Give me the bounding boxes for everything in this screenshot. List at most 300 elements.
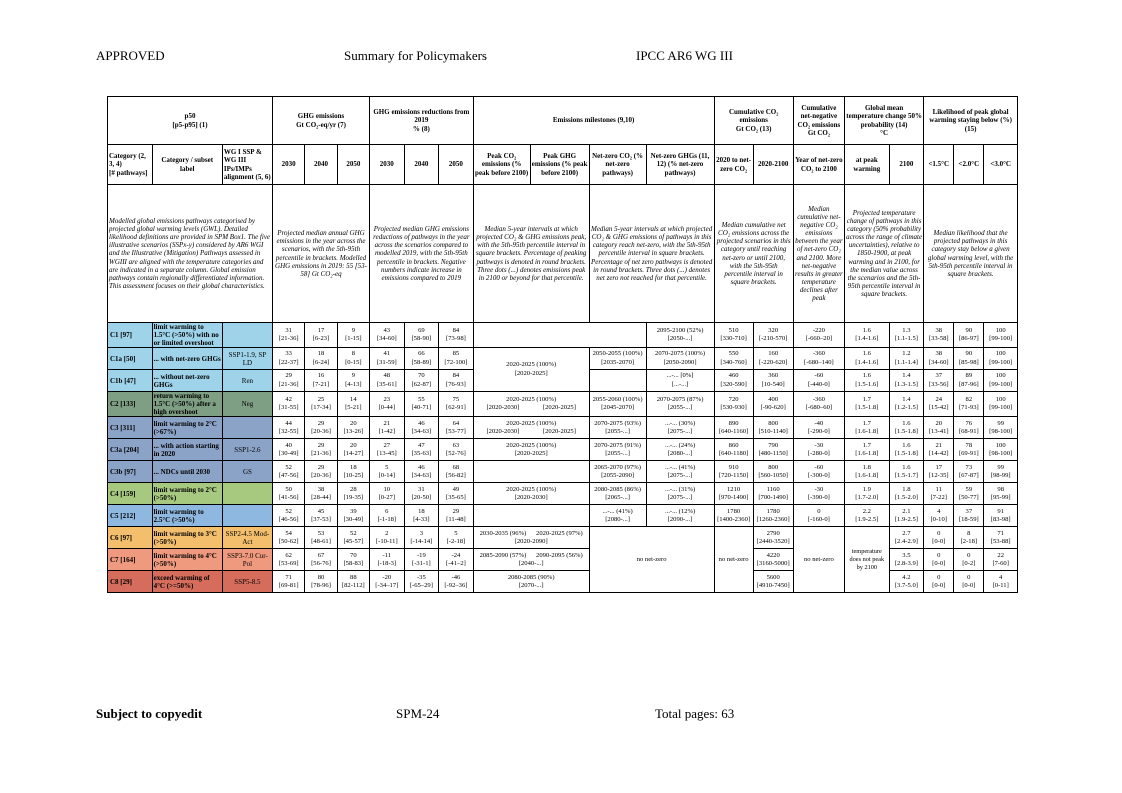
net-negative-range: [-280-0] xyxy=(807,449,830,457)
ghg-emissions-value: 52 xyxy=(350,529,357,537)
ghg-emissions-cell xyxy=(337,505,369,527)
nz-co2: 2070-2075 (93%) xyxy=(594,419,641,427)
category-row xyxy=(108,461,1018,483)
category-label: return warming to 1.5°C (>50%) after a high overshoot xyxy=(152,392,222,417)
ghg-emissions-cell xyxy=(337,323,369,348)
likelihood-value: 100 xyxy=(995,395,1006,403)
ghg-emissions-range: [48-61] xyxy=(311,537,331,545)
likelihood-value: 98 xyxy=(997,485,1004,493)
likelihood-range: [85-98] xyxy=(958,358,979,366)
net-negative-description: Median cumulative net-negative CO₂ emissions between the year of net-zero CO₂ and 2100. More net-negative results in greater temperature declines after peak xyxy=(793,185,844,323)
nz-co2-range: [2055-2090] xyxy=(601,471,635,479)
nz-ghg-range: [2055-...] xyxy=(667,404,693,412)
likelihood-value: 100 xyxy=(995,372,1006,380)
cumulative-2100-value: 160 xyxy=(768,350,779,358)
net-negative-cell xyxy=(793,439,844,461)
likelihood-cell xyxy=(954,549,984,571)
ghg-reduction-value: -20 xyxy=(382,573,392,581)
ghg-reduction-value: 23 xyxy=(383,395,391,403)
cumulative-2100-cell xyxy=(753,527,793,549)
temp-peak-range: [1.5-1.6] xyxy=(855,380,879,388)
ghg-emissions-range: [69-81] xyxy=(278,581,299,589)
ssp-alignment xyxy=(222,483,272,505)
header-section-title: Summary for Policymakers xyxy=(344,48,487,63)
ghg-reduction-cell xyxy=(404,417,439,439)
no-net-zero-label: no net-zero xyxy=(718,555,749,563)
temp-peak-cell xyxy=(845,348,890,370)
likelihood-header: Likelihood of peak global warming staying below (%) (15) xyxy=(924,97,1018,145)
ghg-reductions-title: GHG emissions reductions from 2019 xyxy=(373,108,470,125)
ghg-emissions-range: [37-53] xyxy=(311,515,331,523)
ghg-emissions-value: 20 xyxy=(350,419,357,427)
net-negative-value: -40 xyxy=(814,419,824,427)
cumulative-netzero-value: 1210 xyxy=(726,485,741,493)
ghg-reduction-value: 55 xyxy=(418,395,425,403)
likelihood-range: [99-100] xyxy=(989,335,1013,343)
cumulative-2100-value: 5600 xyxy=(766,573,780,581)
cumulative-co2-title: Cumulative CO₂ emissions xyxy=(728,108,779,125)
nz-ghg: ...-... (41%) xyxy=(664,463,696,471)
category-id: C1b [47] xyxy=(108,370,153,392)
net-negative-range: [-660–20] xyxy=(805,335,833,343)
peak: 2020-2025 (100%) xyxy=(506,395,557,403)
cumulative-netzero-cell xyxy=(714,370,753,392)
ssp-alignment: Neg xyxy=(222,392,272,417)
nz-co2-range: [2035-2070] xyxy=(601,358,635,366)
temp-peak-value: 2.2 xyxy=(862,507,871,515)
ghg-emissions-cell xyxy=(337,370,369,392)
ghg-reduction-value: 29 xyxy=(452,507,460,515)
percentile-legend xyxy=(108,97,273,145)
ghg-reduction-cell xyxy=(404,348,439,370)
likelihood-value: 91 xyxy=(997,507,1004,515)
category-row xyxy=(108,348,1018,370)
ghg-reduction-cell xyxy=(404,370,439,392)
ghg-reduction-cell xyxy=(439,348,474,370)
temp-2100-value: 2.1 xyxy=(902,507,911,515)
nz-ghg-cell xyxy=(646,392,714,417)
ghg-emissions-value: 42 xyxy=(285,395,292,403)
nz-ghg-range: [2075-...] xyxy=(667,427,693,435)
ghg-emissions-value: 18 xyxy=(317,350,325,358)
cumulative-2100-value: 800 xyxy=(768,463,779,471)
category-id: C2 [133] xyxy=(108,392,153,417)
category-label: ... NDCs until 2030 xyxy=(152,461,222,483)
likelihood-cell xyxy=(924,348,954,370)
likelihood-cell xyxy=(984,348,1018,370)
ghg-reduction-cell xyxy=(439,323,474,348)
net-negative-cell xyxy=(793,392,844,417)
category-description: Modelled global emissions pathways categorised by projected global warming levels (GWL). Detailed likelihood definitions are provided in SPM Box1. The five illustrative scenarios (SSPx-y) considered by AR6 WGI and the Illustrative (Mitigation) Pathways assessed in WGIII are aligned with the temperature categories and are indicated in a separate column. Global emission pathways contain regionally differentiated information. This assessment focuses on their global characteristics. xyxy=(108,185,273,323)
likelihood-value: 22 xyxy=(997,551,1004,559)
ghg-emissions-value: 29 xyxy=(285,372,292,380)
ghg-emissions-value: 31 xyxy=(285,326,292,334)
reduction-2030-header: 2030 xyxy=(370,145,405,185)
temp-2100-value: 1.8 xyxy=(902,485,911,493)
ghg-emissions-value: 45 xyxy=(317,507,325,515)
likelihood-cell xyxy=(954,370,984,392)
ghg-reduction-cell xyxy=(370,483,405,505)
ghg-emissions-cell xyxy=(337,439,369,461)
cumulative-2100-value: 1160 xyxy=(766,485,780,493)
likelihood-range: [50-77] xyxy=(958,493,979,501)
ghg-reduction-range: [11-48] xyxy=(446,515,466,523)
temp-peak-cell xyxy=(845,505,890,527)
ghg-reduction-cell xyxy=(439,392,474,417)
ghg-reduction-value: 41 xyxy=(383,350,391,358)
likelihood-range: [33-58] xyxy=(928,335,949,343)
cumulative-2100-value: 790 xyxy=(768,441,779,449)
peak-cell xyxy=(473,348,589,392)
nz-co2: 2070-2075 (91%) xyxy=(594,441,641,449)
nz-ghg-cell xyxy=(646,483,714,505)
likelihood-value: 0 xyxy=(937,529,941,537)
temp-2100-cell xyxy=(889,571,924,593)
temp-2100-value: 2.7 xyxy=(902,529,911,537)
ghg-reduction-cell xyxy=(439,461,474,483)
likelihood-cell xyxy=(954,571,984,593)
temp-2100-cell xyxy=(889,323,924,348)
ghg-emissions-value: 16 xyxy=(317,372,325,380)
ghg-reduction-cell xyxy=(370,439,405,461)
nz-co2-cell xyxy=(589,348,646,370)
category-label: ... without net-zero GHGs xyxy=(152,370,222,392)
nz-co2-range: [2080-...] xyxy=(605,515,630,523)
cumulative-2100-range: [-90-620] xyxy=(760,404,786,412)
ghg-reduction-value: 27 xyxy=(383,441,391,449)
likelihood-range: [87-96] xyxy=(958,380,979,388)
ghg-reduction-value: 5 xyxy=(454,529,458,537)
ghg-reduction-range: [34-63] xyxy=(411,471,432,479)
nz-co2-range: [2055-...] xyxy=(605,449,630,457)
temp-peak-cell xyxy=(845,392,890,417)
temp-peak-value: 1.7 xyxy=(862,395,871,403)
ghg-emissions-range: [28-44] xyxy=(311,493,331,501)
net-negative-range: [-390-0] xyxy=(807,493,830,501)
netzero-to-2100-header: Year of net-zero CO₂ to 2100 xyxy=(793,145,844,185)
ghg-reduction-value: 68 xyxy=(452,463,460,471)
temp-2100-cell xyxy=(889,461,924,483)
cumulative-netzero-value: 550 xyxy=(728,350,739,358)
peak-cell xyxy=(473,392,589,417)
ghg-emissions-value: 53 xyxy=(317,529,325,537)
cumulative-2100-cell xyxy=(753,323,793,348)
ghg-reduction-cell xyxy=(439,417,474,439)
ghg-emissions-value: 18 xyxy=(350,463,357,471)
ghg-reduction-cell xyxy=(404,392,439,417)
ghg-emissions-value: 38 xyxy=(317,485,325,493)
cumulative-netzero-cell xyxy=(714,505,753,527)
cumulative-netzero-cell xyxy=(714,461,753,483)
ghg-emissions-value: 88 xyxy=(350,573,357,581)
nz-ghg-range: [2080-...] xyxy=(667,449,693,457)
likelihood-value: 89 xyxy=(965,372,973,380)
likelihood-range: [69-91] xyxy=(958,449,979,457)
ghg-emissions-range: [32-55] xyxy=(278,427,299,435)
likelihood-range: [68-91] xyxy=(958,427,979,435)
ghg-reduction-range: [-10-11] xyxy=(375,537,398,545)
ssp-alignment: SSP5-8.5 xyxy=(222,571,272,593)
category-id: C3a [204] xyxy=(108,439,153,461)
ghg-2040-header: 2040 xyxy=(305,145,337,185)
temp-2100-value: 1.6 xyxy=(902,441,911,449)
cumulative-2100-cell xyxy=(753,571,793,593)
likelihood-range: [34-60] xyxy=(928,358,949,366)
ghg-reduction-cell xyxy=(404,461,439,483)
ghg-emissions-cell xyxy=(337,571,369,593)
ghg-emissions-value: 29 xyxy=(317,419,325,427)
cumulative-2100-range: [-210-570] xyxy=(758,335,788,343)
ghg-reduction-cell xyxy=(370,571,405,593)
peak-cell xyxy=(473,549,589,571)
nz-co2-cell xyxy=(589,461,646,483)
ghg-emissions-range: [45-57] xyxy=(343,537,364,545)
ghg-reductions-header xyxy=(370,97,474,145)
category-id: C1a [50] xyxy=(108,348,153,370)
ghg-reduction-value: 46 xyxy=(418,463,425,471)
no-net-zero-cell xyxy=(793,527,844,593)
ghg-reduction-value: 49 xyxy=(452,485,460,493)
reduction-2050-header: 2050 xyxy=(439,145,474,185)
ghg-emissions-range: [20-36] xyxy=(311,471,331,479)
likelihood-range: [12-35] xyxy=(928,471,949,479)
temp-peak-value: 1.6 xyxy=(862,326,871,334)
cumulative-co2-header xyxy=(714,97,793,145)
cumulative-netzero-cell xyxy=(714,439,753,461)
temp-not-peak-label: temperature does not peak by 2100 xyxy=(849,548,885,571)
nz-ghg-cell xyxy=(646,417,714,439)
ghg-reduction-range: [56-82] xyxy=(446,471,466,479)
peak-range-co2: [2020-2030] xyxy=(486,427,520,435)
cumulative-netzero-range: [640-1160] xyxy=(718,427,749,435)
ghg-emissions-cell xyxy=(337,348,369,370)
temp-2100-cell xyxy=(889,527,924,549)
pathways-header-label: [# pathways] xyxy=(109,168,148,177)
ghg-emissions-value: 29 xyxy=(317,463,325,471)
nz-ghg: 2070-2075 (87%) xyxy=(656,395,704,403)
net-negative-value: -30 xyxy=(814,441,824,449)
cumulative-netzero-range: [640-1180] xyxy=(718,449,749,457)
temp-2100-value: 1.2 xyxy=(902,350,911,358)
temp-2100-range: [3.7-5.0] xyxy=(894,581,918,589)
peak-range-ghg: [2020-2025] xyxy=(542,427,576,435)
likelihood-range: [98-99] xyxy=(990,471,1011,479)
nz-ghg-cell xyxy=(646,505,714,527)
ghg-emissions-value: 40 xyxy=(285,441,292,449)
nz-co2-cell xyxy=(589,417,646,439)
cumulative-co2-units: Gt CO₂ (13) xyxy=(735,124,772,133)
peak-range: [2040-...] xyxy=(518,559,544,567)
ghg-emissions-value: 14 xyxy=(350,395,357,403)
ghg-emissions-value: 44 xyxy=(285,419,292,427)
cumulative-netzero-range: [720-1150] xyxy=(718,471,749,479)
temp-peak-range: [1.6-1.8] xyxy=(855,449,879,457)
category-label: exceed warming of 4°C (>=50%) xyxy=(152,571,222,593)
alignment-header: WG I SSP & WG III IPs/IMPs alignment (5, 6) xyxy=(222,145,272,185)
ssp-alignment: SSP2-4.5 Mod-Act xyxy=(222,527,272,549)
reduction-2040-header: 2040 xyxy=(404,145,439,185)
net-negative-value: -30 xyxy=(814,485,824,493)
net-negative-range: [-680–140] xyxy=(804,358,834,366)
temp-not-peak-cell xyxy=(845,527,890,593)
likelihood-range: [7-22] xyxy=(930,493,947,501)
cumulative-netzero-range: [970-1490] xyxy=(718,493,749,501)
temp-2100-range: [1.1-1.5] xyxy=(894,335,918,343)
net-negative-range: [-160-0] xyxy=(807,515,830,523)
ghg-emissions-range: [7-21] xyxy=(312,380,330,388)
cumulative-2100-value: 1780 xyxy=(766,507,780,515)
ghg-reduction-range: [20-50] xyxy=(411,493,432,501)
likelihood-range: [15-42] xyxy=(928,404,949,412)
likelihood-cell xyxy=(984,439,1018,461)
likelihood-value: 99 xyxy=(997,463,1004,471)
category-label: limit warming to 3°C (>50%) xyxy=(152,527,222,549)
peak-ghg-header: Peak GHG emissions (% peak before 2100) xyxy=(530,145,589,185)
ghg-emissions-cell xyxy=(337,392,369,417)
likelihood-cell xyxy=(924,571,954,593)
cumulative-2100-range: [480-1150] xyxy=(758,449,788,457)
ghg-emissions-cell xyxy=(337,483,369,505)
ghg-emissions-cell xyxy=(305,549,337,571)
ghg-reduction-range: [62-87] xyxy=(411,380,432,388)
temp-peak-range: [1.6-1.8] xyxy=(855,471,879,479)
cumulative-netzero-range: [340-760] xyxy=(720,358,747,366)
category-row xyxy=(108,323,1018,348)
header-row-2 xyxy=(108,145,1018,185)
net-negative-range: [-290-0] xyxy=(807,427,830,435)
peak-cell xyxy=(473,571,589,593)
likelihood-range: [13-41] xyxy=(928,427,949,435)
likelihood-range: [0-11] xyxy=(992,581,1009,589)
ghg-reduction-cell xyxy=(370,505,405,527)
net-negative-range: [-300-0] xyxy=(807,471,830,479)
nz-ghg-range: [2090-...] xyxy=(667,515,693,523)
ghg-reduction-range: [53-77] xyxy=(446,427,466,435)
ghg-reduction-cell xyxy=(439,549,474,571)
ghg-reduction-cell xyxy=(439,439,474,461)
likelihood-value: 100 xyxy=(995,350,1006,358)
cumulative-2100-value: 320 xyxy=(768,326,779,334)
nz-ghg: 2070-2075 (100%) xyxy=(655,350,706,358)
likelihood-range: [0-0] xyxy=(932,559,946,567)
ghg-emissions-cell xyxy=(337,527,369,549)
header-row-1 xyxy=(108,97,1018,145)
peak-range-ghg: [2020-2025] xyxy=(542,404,576,412)
ghg-emissions-range: [50-62] xyxy=(278,537,299,545)
ghg-emissions-range: [1-15] xyxy=(345,335,362,343)
cumulative-netzero-range: [330-710] xyxy=(720,335,747,343)
cumulative-netzero-value: 1780 xyxy=(726,507,741,515)
ghg-reduction-range: [-92–36] xyxy=(444,581,468,589)
ghg-reduction-cell xyxy=(370,417,405,439)
likelihood-range: [67-87] xyxy=(958,471,979,479)
milestone-empty xyxy=(473,323,646,348)
ghg-reduction-cell xyxy=(404,505,439,527)
nz-co2-cell xyxy=(589,483,646,505)
category-id: C1 [97] xyxy=(108,323,153,348)
temperature-description: Projected temperature change of pathways in this category (50% probability across the range of climate uncertainties), relative to 1850-1900, at peak warming and in 2100, for the median value across the scenarios and the 5th-95th percentile interval in square brackets. xyxy=(845,185,924,323)
nz-co2-cell xyxy=(589,392,646,417)
ghg-reduction-value: 21 xyxy=(383,419,391,427)
net-negative-value: 0 xyxy=(817,507,821,515)
ghg-emissions-cell xyxy=(273,461,305,483)
likelihood-value: 0 xyxy=(967,551,971,559)
likelihood-value: 11 xyxy=(935,485,942,493)
ghg-reduction-range: [40-71] xyxy=(411,404,432,412)
ghg-emissions-cell xyxy=(337,461,369,483)
nz-co2-range: [2045-2070] xyxy=(601,404,635,412)
cumulative-2100-cell xyxy=(753,417,793,439)
category-row xyxy=(108,417,1018,439)
nz-ghg-cell xyxy=(646,461,714,483)
description-row xyxy=(108,185,1018,323)
ssp-alignment xyxy=(222,417,272,439)
ghg-emissions-cell xyxy=(273,348,305,370)
nz-co2-cell xyxy=(589,439,646,461)
category-row xyxy=(108,505,1018,527)
likelihood-value: 73 xyxy=(965,463,973,471)
nz-ghg-range: [2075-...] xyxy=(667,471,693,479)
likelihood-range: [98-100] xyxy=(989,449,1013,457)
ghg-reduction-range: [72-100] xyxy=(444,358,468,366)
ghg-emissions-cell xyxy=(273,392,305,417)
ghg-reduction-value: 3 xyxy=(419,529,423,537)
net-zero-ghg-header: Net-zero GHGs (11, 12) (% net-zero pathways) xyxy=(646,145,714,185)
ghg-reduction-range: [62-91] xyxy=(446,404,466,412)
likelihood-cell xyxy=(984,527,1018,549)
temp-peak-range: [1.6-1.8] xyxy=(855,427,879,435)
cumulative-netzero-range: [320-590] xyxy=(720,380,747,388)
no-net-zero-cell xyxy=(714,527,753,593)
ghg-description: Projected median annual GHG emissions in the year across the scenarios, with the 5th-95th percentile in brackets. Modelled GHG emissions in 2019: 55 [53-58] Gt CO₂-eq xyxy=(273,185,370,323)
cumulative-net-negative-units: Gt CO₂ xyxy=(807,128,830,137)
likelihood-cell xyxy=(984,392,1018,417)
nz-ghg-range: [...-...] xyxy=(671,380,689,388)
ghg-emissions-cell xyxy=(337,417,369,439)
ghg-emissions-range: [6-24] xyxy=(312,358,330,366)
ghg-emissions-range: [19-35] xyxy=(343,493,364,501)
ghg-reduction-range: [73-98] xyxy=(446,335,466,343)
peak-cell xyxy=(473,483,589,505)
ghg-reduction-value: 18 xyxy=(418,507,425,515)
ghg-emissions-value: 54 xyxy=(285,529,292,537)
net-negative-cell xyxy=(793,370,844,392)
peak-ghg: 2090-2095 (56%) xyxy=(536,551,583,559)
no-net-zero-label: no net-zero xyxy=(803,555,834,563)
cumulative-2100-cell xyxy=(753,461,793,483)
likelihood-cell xyxy=(984,461,1018,483)
cumulative-net-negative-title: Cumulative net-negative CO₂ emissions xyxy=(797,104,841,129)
peak-range: [2020-2090] xyxy=(514,537,548,545)
likelihood-value: 37 xyxy=(935,372,943,380)
ghg-emissions-range: [21-36] xyxy=(278,380,299,388)
ghg-reduction-cell xyxy=(404,323,439,348)
temp-2100-cell xyxy=(889,483,924,505)
likelihood-value: 0 xyxy=(937,573,941,581)
at-peak-warming-header: at peak warming xyxy=(845,145,890,185)
nz-ghg-cell xyxy=(646,370,714,392)
ghg-reduction-value: 47 xyxy=(418,441,425,449)
category-row xyxy=(108,439,1018,461)
ghg-reduction-range: [58-89] xyxy=(411,358,432,366)
cumulative-netzero-value: 460 xyxy=(728,372,739,380)
ghg-emissions-cell xyxy=(273,549,305,571)
temp-peak-value: 1.7 xyxy=(862,441,871,449)
category-label: limit warming to 2.5°C (>50%) xyxy=(152,505,222,527)
cumulative-2100-range: [4910-7450] xyxy=(756,581,790,589)
cumulative-2100-cell xyxy=(753,392,793,417)
ghg-emissions-value: 8 xyxy=(351,350,355,358)
